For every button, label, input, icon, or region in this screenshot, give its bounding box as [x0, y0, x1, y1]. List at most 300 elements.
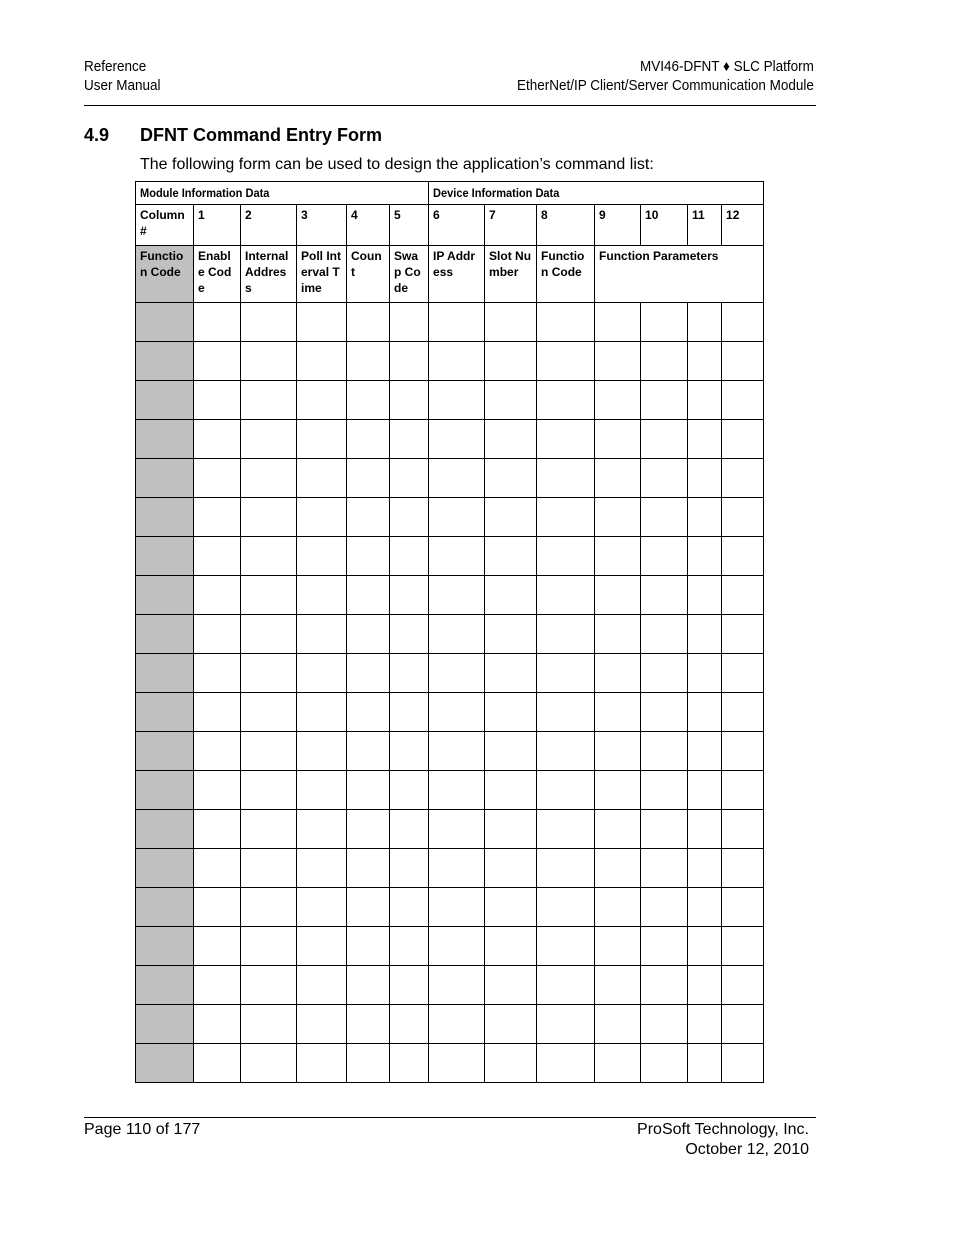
- running-header-left: [84, 57, 161, 95]
- form-entry-row: [136, 342, 764, 381]
- entry-cell[interactable]: [241, 849, 297, 888]
- header-module: EtherNet/IP Client/Server Communication Module: [517, 77, 814, 94]
- column-number-label: Column #: [136, 205, 194, 246]
- entry-cell[interactable]: [347, 498, 390, 537]
- entry-cell[interactable]: [722, 849, 764, 888]
- function-code-cell[interactable]: [136, 381, 194, 420]
- entry-cell[interactable]: [194, 732, 241, 771]
- function-code-cell[interactable]: [136, 732, 194, 771]
- entry-cell[interactable]: [722, 420, 764, 459]
- entry-cell[interactable]: [241, 576, 297, 615]
- column-number: 7: [485, 205, 537, 246]
- entry-cell[interactable]: [595, 498, 641, 537]
- entry-cell[interactable]: [347, 927, 390, 966]
- column-name-row: [136, 246, 764, 303]
- function-code-cell[interactable]: [136, 576, 194, 615]
- entry-cell[interactable]: [194, 498, 241, 537]
- entry-cell[interactable]: [537, 1005, 595, 1044]
- entry-cell[interactable]: [722, 498, 764, 537]
- entry-cell[interactable]: [297, 498, 347, 537]
- entry-cell[interactable]: [688, 771, 722, 810]
- entry-cell[interactable]: [595, 576, 641, 615]
- entry-cell[interactable]: [347, 1044, 390, 1083]
- entry-cell[interactable]: [429, 888, 485, 927]
- entry-cell[interactable]: [485, 537, 537, 576]
- entry-cell[interactable]: [485, 1005, 537, 1044]
- function-code-cell[interactable]: [136, 537, 194, 576]
- entry-cell[interactable]: [688, 459, 722, 498]
- entry-cell[interactable]: [595, 381, 641, 420]
- entry-cell[interactable]: [722, 810, 764, 849]
- entry-cell[interactable]: [722, 927, 764, 966]
- entry-cell[interactable]: [241, 966, 297, 1005]
- function-code-cell[interactable]: [136, 966, 194, 1005]
- function-code-cell[interactable]: [136, 498, 194, 537]
- entry-cell[interactable]: [595, 654, 641, 693]
- entry-cell[interactable]: [688, 576, 722, 615]
- entry-cell[interactable]: [390, 615, 429, 654]
- entry-cell[interactable]: [429, 459, 485, 498]
- entry-cell[interactable]: [194, 576, 241, 615]
- entry-cell[interactable]: [537, 1044, 595, 1083]
- entry-cell[interactable]: [595, 888, 641, 927]
- entry-cell[interactable]: [194, 1005, 241, 1044]
- entry-cell[interactable]: [429, 420, 485, 459]
- entry-cell[interactable]: [347, 732, 390, 771]
- entry-cell[interactable]: [347, 810, 390, 849]
- entry-cell[interactable]: [429, 498, 485, 537]
- entry-cell[interactable]: [390, 576, 429, 615]
- column-name-enable-code: Enable Code: [194, 246, 241, 303]
- function-code-cell[interactable]: [136, 342, 194, 381]
- entry-cell[interactable]: [641, 615, 688, 654]
- entry-cell[interactable]: [595, 615, 641, 654]
- entry-cell[interactable]: [390, 498, 429, 537]
- entry-cell[interactable]: [688, 420, 722, 459]
- entry-cell[interactable]: [390, 342, 429, 381]
- entry-cell[interactable]: [722, 381, 764, 420]
- entry-cell[interactable]: [595, 849, 641, 888]
- entry-cell[interactable]: [537, 693, 595, 732]
- section-heading: [84, 125, 382, 146]
- entry-cell[interactable]: [641, 966, 688, 1005]
- entry-cell[interactable]: [241, 381, 297, 420]
- form-entry-row: [136, 849, 764, 888]
- entry-cell[interactable]: [595, 1044, 641, 1083]
- entry-cell[interactable]: [241, 810, 297, 849]
- entry-cell[interactable]: [595, 966, 641, 1005]
- entry-cell[interactable]: [485, 849, 537, 888]
- header-user-manual: User Manual: [84, 77, 161, 94]
- entry-cell[interactable]: [688, 693, 722, 732]
- entry-cell[interactable]: [688, 732, 722, 771]
- entry-cell[interactable]: [429, 381, 485, 420]
- entry-cell[interactable]: [688, 303, 722, 342]
- entry-cell[interactable]: [722, 1005, 764, 1044]
- entry-cell[interactable]: [297, 303, 347, 342]
- entry-cell[interactable]: [390, 654, 429, 693]
- entry-cell[interactable]: [722, 459, 764, 498]
- entry-cell[interactable]: [241, 303, 297, 342]
- entry-cell[interactable]: [722, 537, 764, 576]
- entry-cell[interactable]: [297, 420, 347, 459]
- entry-cell[interactable]: [595, 732, 641, 771]
- entry-cell[interactable]: [429, 771, 485, 810]
- entry-cell[interactable]: [641, 303, 688, 342]
- entry-cell[interactable]: [347, 693, 390, 732]
- entry-cell[interactable]: [641, 810, 688, 849]
- entry-cell[interactable]: [241, 615, 297, 654]
- form-entry-row: [136, 732, 764, 771]
- entry-cell[interactable]: [485, 966, 537, 1005]
- entry-cell[interactable]: [297, 927, 347, 966]
- entry-cell[interactable]: [641, 888, 688, 927]
- entry-cell[interactable]: [194, 810, 241, 849]
- entry-cell[interactable]: [722, 771, 764, 810]
- entry-cell[interactable]: [194, 1044, 241, 1083]
- entry-cell[interactable]: [641, 420, 688, 459]
- entry-cell[interactable]: [641, 771, 688, 810]
- entry-cell[interactable]: [194, 459, 241, 498]
- column-name-ip-address: IP Address: [429, 246, 485, 303]
- entry-cell[interactable]: [537, 732, 595, 771]
- entry-cell[interactable]: [297, 771, 347, 810]
- entry-cell[interactable]: [537, 810, 595, 849]
- entry-cell[interactable]: [297, 459, 347, 498]
- entry-cell[interactable]: [641, 927, 688, 966]
- form-entry-row: [136, 1044, 764, 1083]
- group-header-row: [136, 182, 764, 205]
- entry-cell[interactable]: [390, 888, 429, 927]
- entry-cell[interactable]: [241, 342, 297, 381]
- column-name-function-code: Function Code: [136, 246, 194, 303]
- section-number: 4.9: [84, 125, 110, 145]
- command-entry-form: [135, 181, 764, 1083]
- entry-cell[interactable]: [722, 615, 764, 654]
- function-code-cell[interactable]: [136, 927, 194, 966]
- entry-cell[interactable]: [641, 459, 688, 498]
- entry-cell[interactable]: [429, 849, 485, 888]
- function-code-cell[interactable]: [136, 1044, 194, 1083]
- entry-cell[interactable]: [485, 654, 537, 693]
- entry-cell[interactable]: [241, 693, 297, 732]
- entry-cell[interactable]: [722, 1044, 764, 1083]
- entry-cell[interactable]: [347, 966, 390, 1005]
- entry-cell[interactable]: [537, 849, 595, 888]
- entry-cell[interactable]: [537, 498, 595, 537]
- entry-cell[interactable]: [194, 849, 241, 888]
- entry-cell[interactable]: [641, 654, 688, 693]
- page-number: Page 110 of 177: [84, 1121, 201, 1138]
- intro-paragraph: The following form can be used to design the application’s command list:: [140, 156, 654, 173]
- entry-cell[interactable]: [641, 1044, 688, 1083]
- entry-cell[interactable]: [595, 1005, 641, 1044]
- entry-cell[interactable]: [194, 381, 241, 420]
- form-entry-row: [136, 303, 764, 342]
- entry-cell[interactable]: [485, 1044, 537, 1083]
- entry-cell[interactable]: [429, 342, 485, 381]
- entry-cell[interactable]: [390, 303, 429, 342]
- entry-cell[interactable]: [537, 381, 595, 420]
- entry-cell[interactable]: [688, 849, 722, 888]
- entry-cell[interactable]: [688, 1005, 722, 1044]
- entry-cell[interactable]: [688, 966, 722, 1005]
- entry-cell[interactable]: [390, 810, 429, 849]
- entry-cell[interactable]: [485, 693, 537, 732]
- entry-cell[interactable]: [297, 342, 347, 381]
- entry-cell[interactable]: [429, 810, 485, 849]
- entry-cell[interactable]: [241, 732, 297, 771]
- column-name-swap-code: Swap Code: [390, 246, 429, 303]
- entry-cell[interactable]: [429, 615, 485, 654]
- entry-cell[interactable]: [429, 303, 485, 342]
- running-header-right: [517, 57, 814, 95]
- entry-cell[interactable]: [297, 381, 347, 420]
- entry-cell[interactable]: [297, 732, 347, 771]
- form-entry-row: [136, 459, 764, 498]
- entry-cell[interactable]: [347, 654, 390, 693]
- function-code-cell[interactable]: [136, 771, 194, 810]
- group-device-information: Device Information Data: [429, 182, 764, 205]
- entry-cell[interactable]: [347, 381, 390, 420]
- entry-cell[interactable]: [595, 303, 641, 342]
- entry-cell[interactable]: [485, 420, 537, 459]
- entry-cell[interactable]: [390, 381, 429, 420]
- entry-cell[interactable]: [688, 810, 722, 849]
- entry-cell[interactable]: [537, 771, 595, 810]
- entry-cell[interactable]: [641, 849, 688, 888]
- entry-cell[interactable]: [688, 615, 722, 654]
- entry-cell[interactable]: [347, 342, 390, 381]
- entry-cell[interactable]: [688, 927, 722, 966]
- form-entry-row: [136, 381, 764, 420]
- entry-cell[interactable]: [641, 537, 688, 576]
- entry-cell[interactable]: [194, 303, 241, 342]
- entry-cell[interactable]: [485, 303, 537, 342]
- function-code-cell[interactable]: [136, 615, 194, 654]
- entry-cell[interactable]: [347, 420, 390, 459]
- entry-cell[interactable]: [537, 615, 595, 654]
- form-entry-row: [136, 810, 764, 849]
- entry-cell[interactable]: [641, 381, 688, 420]
- entry-cell[interactable]: [485, 732, 537, 771]
- entry-cell[interactable]: [241, 1044, 297, 1083]
- entry-cell[interactable]: [485, 576, 537, 615]
- entry-cell[interactable]: [641, 498, 688, 537]
- entry-cell[interactable]: [390, 1044, 429, 1083]
- entry-cell[interactable]: [485, 342, 537, 381]
- function-code-cell[interactable]: [136, 849, 194, 888]
- entry-cell[interactable]: [485, 927, 537, 966]
- entry-cell[interactable]: [241, 459, 297, 498]
- entry-cell[interactable]: [429, 537, 485, 576]
- column-name-slot-number: Slot Number: [485, 246, 537, 303]
- column-number: 11: [688, 205, 722, 246]
- entry-cell[interactable]: [194, 927, 241, 966]
- entry-cell[interactable]: [688, 537, 722, 576]
- entry-cell[interactable]: [429, 1005, 485, 1044]
- entry-cell[interactable]: [429, 927, 485, 966]
- entry-cell[interactable]: [390, 771, 429, 810]
- entry-cell[interactable]: [537, 420, 595, 459]
- entry-cell[interactable]: [485, 888, 537, 927]
- entry-cell[interactable]: [641, 342, 688, 381]
- entry-cell[interactable]: [241, 498, 297, 537]
- entry-cell[interactable]: [194, 888, 241, 927]
- entry-cell[interactable]: [485, 381, 537, 420]
- function-code-cell[interactable]: [136, 810, 194, 849]
- entry-cell[interactable]: [537, 966, 595, 1005]
- entry-cell[interactable]: [537, 888, 595, 927]
- entry-cell[interactable]: [485, 810, 537, 849]
- entry-cell[interactable]: [241, 888, 297, 927]
- entry-cell[interactable]: [241, 927, 297, 966]
- entry-cell[interactable]: [485, 615, 537, 654]
- entry-cell[interactable]: [347, 888, 390, 927]
- entry-cell[interactable]: [595, 537, 641, 576]
- entry-cell[interactable]: [537, 459, 595, 498]
- entry-cell[interactable]: [297, 576, 347, 615]
- entry-cell[interactable]: [390, 732, 429, 771]
- entry-cell[interactable]: [297, 1044, 347, 1083]
- entry-cell[interactable]: [429, 732, 485, 771]
- entry-cell[interactable]: [485, 459, 537, 498]
- entry-cell[interactable]: [688, 888, 722, 927]
- entry-cell[interactable]: [347, 771, 390, 810]
- function-code-cell[interactable]: [136, 420, 194, 459]
- entry-cell[interactable]: [595, 927, 641, 966]
- form-entry-row: [136, 498, 764, 537]
- entry-cell[interactable]: [485, 771, 537, 810]
- entry-cell[interactable]: [297, 1005, 347, 1044]
- entry-cell[interactable]: [390, 693, 429, 732]
- entry-cell[interactable]: [297, 888, 347, 927]
- entry-cell[interactable]: [537, 654, 595, 693]
- function-code-cell[interactable]: [136, 888, 194, 927]
- entry-cell[interactable]: [537, 342, 595, 381]
- function-code-cell[interactable]: [136, 1005, 194, 1044]
- entry-cell[interactable]: [390, 927, 429, 966]
- entry-cell[interactable]: [641, 576, 688, 615]
- entry-cell[interactable]: [241, 537, 297, 576]
- entry-cell[interactable]: [722, 576, 764, 615]
- entry-cell[interactable]: [537, 303, 595, 342]
- entry-cell[interactable]: [595, 459, 641, 498]
- entry-cell[interactable]: [194, 966, 241, 1005]
- entry-cell[interactable]: [297, 537, 347, 576]
- entry-cell[interactable]: [688, 654, 722, 693]
- entry-cell[interactable]: [641, 1005, 688, 1044]
- entry-cell[interactable]: [595, 342, 641, 381]
- form-entry-row: [136, 693, 764, 732]
- entry-cell[interactable]: [390, 459, 429, 498]
- header-rule: [84, 105, 816, 106]
- column-name-poll-interval: Poll Interval Time: [297, 246, 347, 303]
- entry-cell[interactable]: [595, 810, 641, 849]
- entry-cell[interactable]: [390, 1005, 429, 1044]
- entry-cell[interactable]: [390, 420, 429, 459]
- entry-cell[interactable]: [641, 732, 688, 771]
- function-code-cell[interactable]: [136, 693, 194, 732]
- entry-cell[interactable]: [722, 966, 764, 1005]
- entry-cell[interactable]: [537, 927, 595, 966]
- header-product: MVI46-DFNT ♦ SLC Platform: [640, 58, 814, 75]
- function-code-cell[interactable]: [136, 303, 194, 342]
- entry-cell[interactable]: [347, 615, 390, 654]
- entry-cell[interactable]: [722, 732, 764, 771]
- entry-cell[interactable]: [241, 654, 297, 693]
- entry-cell[interactable]: [595, 420, 641, 459]
- entry-cell[interactable]: [537, 537, 595, 576]
- entry-cell[interactable]: [688, 498, 722, 537]
- column-name-count: Count: [347, 246, 390, 303]
- entry-cell[interactable]: [722, 342, 764, 381]
- entry-cell[interactable]: [722, 888, 764, 927]
- entry-cell[interactable]: [595, 771, 641, 810]
- entry-cell[interactable]: [297, 615, 347, 654]
- function-code-cell[interactable]: [136, 654, 194, 693]
- entry-cell[interactable]: [390, 537, 429, 576]
- entry-cell[interactable]: [429, 693, 485, 732]
- entry-cell[interactable]: [722, 303, 764, 342]
- entry-cell[interactable]: [241, 771, 297, 810]
- entry-cell[interactable]: [347, 537, 390, 576]
- entry-cell[interactable]: [241, 420, 297, 459]
- entry-cell[interactable]: [194, 693, 241, 732]
- entry-cell[interactable]: [641, 693, 688, 732]
- entry-cell[interactable]: [688, 381, 722, 420]
- entry-cell[interactable]: [297, 966, 347, 1005]
- entry-cell[interactable]: [297, 849, 347, 888]
- entry-cell[interactable]: [297, 693, 347, 732]
- entry-cell[interactable]: [722, 654, 764, 693]
- entry-cell[interactable]: [347, 1005, 390, 1044]
- column-name-internal-address: Internal Address: [241, 246, 297, 303]
- entry-cell[interactable]: [429, 1044, 485, 1083]
- column-number-row: [136, 205, 764, 246]
- entry-cell[interactable]: [297, 810, 347, 849]
- entry-cell[interactable]: [595, 693, 641, 732]
- entry-cell[interactable]: [429, 576, 485, 615]
- column-name-device-function-code: Function Code: [537, 246, 595, 303]
- entry-cell[interactable]: [194, 654, 241, 693]
- entry-cell[interactable]: [241, 1005, 297, 1044]
- entry-cell[interactable]: [194, 615, 241, 654]
- function-code-cell[interactable]: [136, 459, 194, 498]
- entry-cell[interactable]: [688, 342, 722, 381]
- entry-cell[interactable]: [390, 849, 429, 888]
- footer-date: October 12, 2010: [685, 1141, 809, 1158]
- entry-cell[interactable]: [722, 693, 764, 732]
- entry-cell[interactable]: [429, 654, 485, 693]
- column-number: 10: [641, 205, 688, 246]
- entry-cell[interactable]: [194, 771, 241, 810]
- entry-cell[interactable]: [347, 849, 390, 888]
- entry-cell[interactable]: [688, 1044, 722, 1083]
- entry-cell[interactable]: [429, 966, 485, 1005]
- entry-cell[interactable]: [194, 537, 241, 576]
- entry-cell[interactable]: [537, 576, 595, 615]
- entry-cell[interactable]: [194, 342, 241, 381]
- entry-cell[interactable]: [347, 576, 390, 615]
- entry-cell[interactable]: [485, 498, 537, 537]
- entry-cell[interactable]: [390, 966, 429, 1005]
- entry-cell[interactable]: [297, 654, 347, 693]
- entry-cell[interactable]: [347, 459, 390, 498]
- entry-cell[interactable]: [194, 420, 241, 459]
- form-entry-row: [136, 615, 764, 654]
- entry-cell[interactable]: [347, 303, 390, 342]
